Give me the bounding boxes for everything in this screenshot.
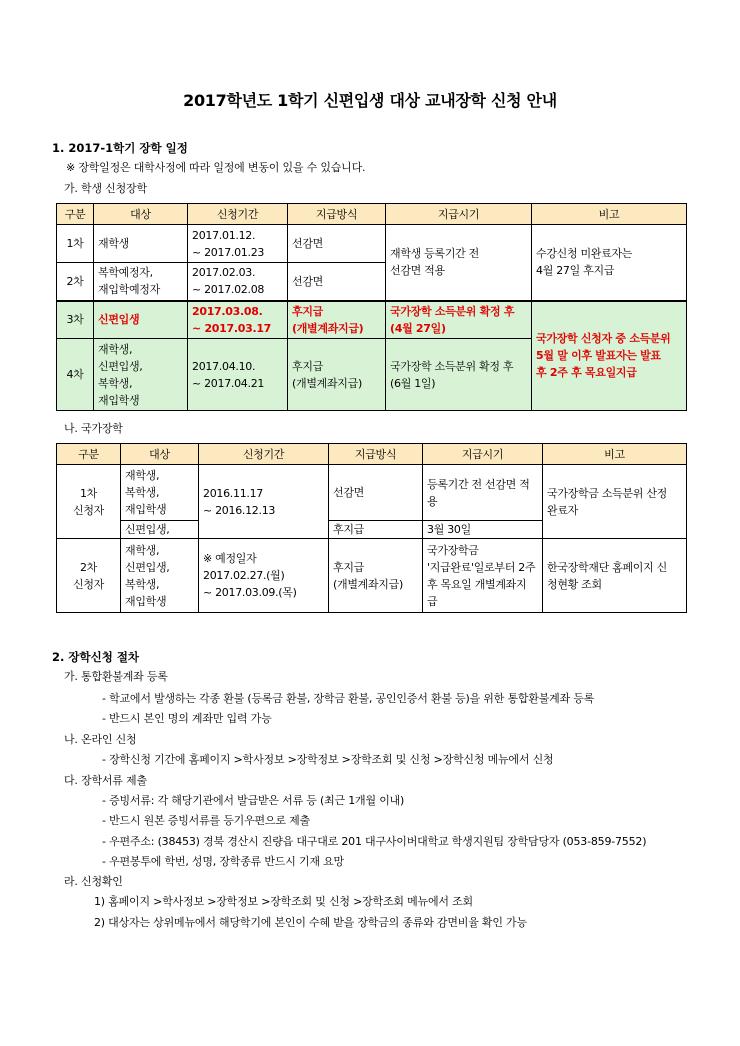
col-header: 대상 [121, 444, 199, 465]
target-line: 복학생, [98, 376, 133, 390]
note-line: 5월 말 이후 발표자는 발표 [536, 349, 661, 363]
period-start: 2017.02.27.(월) [203, 569, 285, 582]
timing-cell [423, 465, 543, 521]
timing-line: '지급완료'일로부터 2주 [427, 560, 536, 574]
col-header: 비고 [543, 444, 687, 465]
target-cell [121, 539, 199, 613]
round-line: 2차 [79, 560, 98, 574]
method-cell: 후지급 [329, 521, 423, 539]
round-line: 신청자 [73, 503, 104, 517]
target-line: 재입학생 [125, 503, 167, 516]
target-cell: 재학생 [94, 225, 188, 263]
section1-heading: 1. 2017-1학기 장학 일정 [52, 141, 188, 155]
method-cell: 선감면 [329, 465, 423, 521]
note-line: 국가장학금 소득분위 산정 [547, 486, 667, 500]
table-row [57, 539, 687, 613]
method-line: 후지급 [292, 304, 323, 318]
note-line: 수강신청 미완료자는 [536, 247, 633, 261]
table-header-row [57, 204, 687, 225]
note-cell [532, 301, 687, 411]
timing-line: 국가장학금 [427, 543, 479, 557]
target-cell: 신편입생 [94, 301, 188, 339]
note-cell [532, 225, 687, 301]
timing-cell [386, 301, 532, 339]
timing-line: 선감면 적용 [390, 264, 445, 278]
timing-line: 국가장학 소득분위 확정 후 [390, 359, 514, 373]
method-line: (개별계좌지급) [292, 321, 364, 335]
target-cell [94, 263, 188, 301]
target-line: 복학예정자, [98, 266, 153, 280]
method-line: 후지급 [333, 560, 364, 574]
col-header: 구분 [57, 204, 94, 225]
timing-line: 후 목요일 개별계좌지 [427, 577, 527, 591]
period-note: ※ 예정일자 [203, 552, 257, 565]
step-c-item: - 반드시 원본 증빙서류를 등기우편으로 제출 [102, 814, 310, 827]
step-d-item: 1) 홈페이지 >학사정보 >장학정보 >장학조회 및 신청 >장학조회 메뉴에서 조회 [94, 895, 473, 908]
target-line: 재입학예정자 [98, 283, 160, 297]
method-cell [288, 339, 386, 411]
method-cell: 선감면 [288, 225, 386, 263]
target-cell [121, 465, 199, 521]
step-c-item: - 증빙서류: 각 해당기관에서 발급받은 서류 등 (최근 1개월 이내) [102, 794, 405, 807]
table-row-highlighted [57, 301, 687, 339]
round-cell: 1차 [57, 225, 94, 263]
col-header: 지급시기 [386, 204, 532, 225]
col-header: 신청기간 [188, 204, 288, 225]
period-end: ~ 2017.02.08 [192, 283, 265, 297]
target-cell [94, 339, 188, 411]
timing-line: 등록기간 전 선감면 적 [427, 477, 530, 491]
timing-cell [386, 339, 532, 411]
target-line: 복학생, [125, 577, 160, 591]
timing-cell [386, 225, 532, 301]
step-c-item: - 우편주소: (38453) 경북 경산시 진량읍 대구대로 201 대구사이버대학교 학생지원팀 장학담당자 (053-859-7552) [102, 835, 647, 848]
period-start: 2017.02.03. [192, 266, 256, 280]
period-end: ~ 2017.03.09.(목) [203, 586, 297, 599]
method-line: (개별계좌지급) [292, 376, 362, 390]
step-b-title: 나. 온라인 신청 [64, 733, 137, 746]
target-line: 복학생, [125, 486, 160, 499]
note-line: 국가장학 신청자 중 소득분위 [536, 332, 671, 346]
col-header: 지급방식 [288, 204, 386, 225]
target-cell: 신편입생, [121, 521, 199, 539]
timing-line: 용 [427, 494, 438, 508]
period-cell [188, 263, 288, 301]
period-start: 2017.04.10. [192, 359, 256, 373]
period-end: ~ 2017.04.21 [192, 376, 265, 390]
target-line: 재입학생 [125, 594, 167, 608]
section2-heading: 2. 장학신청 절차 [52, 650, 140, 664]
round-line: 1차 [79, 486, 98, 500]
method-cell [288, 301, 386, 339]
period-cell [188, 301, 288, 339]
student-scholarship-table [56, 203, 687, 411]
step-b-item: - 장학신청 기간에 홈페이지 >학사정보 >장학정보 >장학조회 및 신청 >장학신청 메뉴에서 신청 [102, 753, 554, 766]
table-header-row [57, 444, 687, 465]
target-line: 신편입생, [98, 359, 143, 373]
round-cell [57, 539, 121, 613]
subsection-national-scholarship: 나. 국가장학 [64, 422, 123, 435]
period-start: 2017.03.08. [192, 304, 263, 318]
round-cell: 3차 [57, 301, 94, 339]
round-cell: 2차 [57, 263, 94, 301]
timing-line: 급 [427, 594, 438, 608]
timing-line: 재학생 등록기간 전 [390, 247, 480, 261]
method-line: (개별계좌지급) [333, 577, 403, 591]
note-line: 한국장학재단 홈페이지 신 [547, 560, 667, 574]
note-line: 청현황 조회 [547, 577, 602, 591]
step-a-item: - 학교에서 발생하는 각종 환불 (등록금 환불, 장학금 환불, 공인인증서 환불 등)을 위한 통합환불계좌 등록 [102, 692, 595, 705]
timing-cell: 3월 30일 [423, 521, 543, 539]
round-cell [57, 465, 121, 539]
note-line: 완료자 [547, 503, 578, 517]
target-line: 재입학생 [98, 393, 140, 407]
method-cell [329, 539, 423, 613]
col-header: 신청기간 [199, 444, 329, 465]
note-cell [543, 465, 687, 539]
timing-cell [423, 539, 543, 613]
note-line: 후 2주 후 목요일지급 [536, 366, 637, 380]
schedule-note: ※ 장학일정은 대학사정에 따라 일정에 변동이 있을 수 있습니다. [66, 161, 366, 174]
step-d-item: 2) 대상자는 상위메뉴에서 해당학기에 본인이 수혜 받을 장학금의 종류와 감면비율 확인 가능 [94, 916, 527, 929]
col-header: 대상 [94, 204, 188, 225]
period-start: 2017.01.12. [192, 228, 256, 242]
period-cell [199, 539, 329, 613]
page-title: 2017학년도 1학기 신편입생 대상 교내장학 신청 안내 [183, 91, 557, 110]
timing-line: 국가장학 소득분위 확정 후 [390, 304, 515, 318]
timing-line: (4월 27일) [390, 321, 446, 335]
target-line: 재학생, [98, 342, 133, 356]
step-a-item: - 반드시 본인 명의 계좌만 입력 가능 [102, 712, 272, 725]
period-cell [199, 465, 329, 539]
timing-line: (6월 1일) [390, 376, 436, 390]
period-cell [188, 339, 288, 411]
period-end: ~ 2017.01.23 [192, 245, 265, 259]
step-a-title: 가. 통합환불계좌 등록 [64, 670, 168, 683]
period-start: 2016.11.17 [203, 486, 263, 500]
step-d-title: 라. 신청확인 [64, 875, 123, 888]
col-header: 지급방식 [329, 444, 423, 465]
col-header: 구분 [57, 444, 121, 465]
table-row [57, 465, 687, 521]
target-line: 재학생, [125, 543, 160, 557]
round-line: 신청자 [73, 577, 104, 591]
period-cell [188, 225, 288, 263]
col-header: 비고 [532, 204, 687, 225]
step-c-title: 다. 장학서류 제출 [64, 774, 147, 787]
target-line: 재학생, [125, 469, 160, 482]
step-c-item: - 우편봉투에 학번, 성명, 장학종류 반드시 기재 요망 [102, 855, 344, 868]
period-end: ~ 2017.03.17 [192, 321, 272, 335]
subsection-student-scholarship: 가. 학생 신청장학 [64, 182, 147, 195]
table-row [57, 225, 687, 263]
note-cell [543, 539, 687, 613]
round-cell: 4차 [57, 339, 94, 411]
period-end: ~ 2016.12.13 [203, 503, 276, 517]
method-line: 후지급 [292, 359, 323, 373]
col-header: 지급시기 [423, 444, 543, 465]
note-line: 4월 27일 후지급 [536, 264, 615, 278]
national-scholarship-table [56, 443, 687, 613]
method-cell: 선감면 [288, 263, 386, 301]
target-line: 신편입생, [125, 560, 170, 574]
